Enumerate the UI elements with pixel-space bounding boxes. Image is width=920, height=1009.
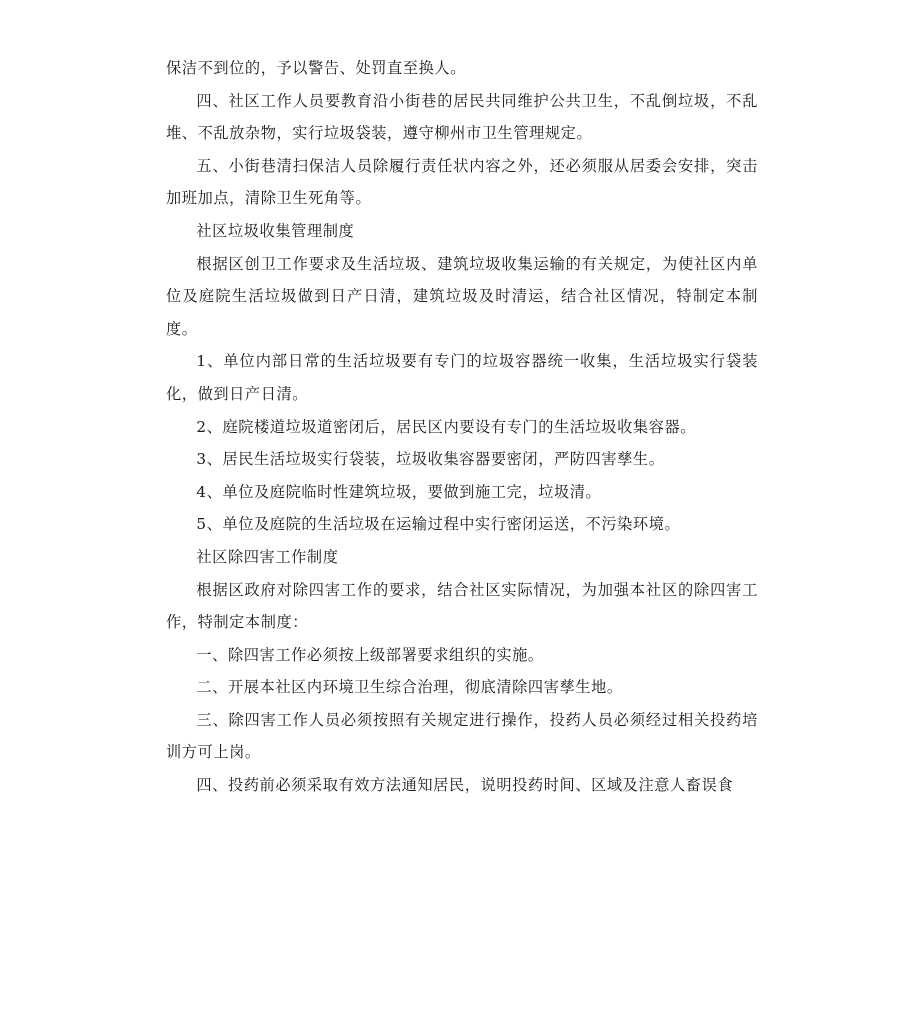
list-item: 一、除四害工作必须按上级部署要求组织的实施。: [196, 645, 544, 664]
paragraph: 根据区政府对除四害工作的要求，结合社区实际情况，为加强本社区的除四害工作，特制定本制度：: [166, 580, 758, 632]
list-item: 3、居民生活垃圾实行袋装，垃圾收集容器要密闭，严防四害孳生。: [196, 450, 665, 469]
paragraph: 四、社区工作人员要教育沿小街巷的居民共同维护公共卫生，不乱倒垃圾，不乱堆、不乱放杂物，实行垃圾袋装，遵守柳州市卫生管理规定。: [166, 91, 758, 143]
list-item: 2、庭院楼道垃圾道密闭后，居民区内要设有专门的生活垃圾收集容器。: [196, 417, 697, 436]
section-heading-pest-control: 社区除四害工作制度: [196, 547, 339, 566]
list-item: 5、单位及庭院的生活垃圾在运输过程中实行密闭运送，不污染环境。: [196, 515, 681, 534]
section-heading-garbage-collection: 社区垃圾收集管理制度: [196, 221, 355, 240]
document-body: [166, 52, 758, 802]
list-item: 1、单位内部日常的生活垃圾要有专门的垃圾容器统一收集，生活垃圾实行袋装化，做到日产日清。: [166, 352, 758, 403]
list-item: 四、投药前必须采取有效方法通知居民，说明投药时间、区域及注意人畜误食: [196, 776, 734, 795]
list-item: 三、除四害工作人员必须按照有关规定进行操作，投药人员必须经过相关投药培训方可上岗。: [166, 710, 758, 762]
paragraph: 保洁不到位的，予以警告、处罚直至换人。: [166, 59, 466, 77]
paragraph: 五、小街巷清扫保洁人员除履行责任状内容之外，还必须服从居委会安排，突击加班加点，清除卫生死角等。: [166, 156, 758, 208]
list-item: 4、单位及庭院临时性建筑垃圾，要做到施工完，垃圾清。: [196, 482, 602, 501]
list-item: 二、开展本社区内环境卫生综合治理，彻底清除四害孳生地。: [196, 678, 623, 697]
paragraph: 根据区创卫工作要求及生活垃圾、建筑垃圾收集运输的有关规定，为使社区内单位及庭院生活垃圾做到日产日清，建筑垃圾及时清运，结合社区情况，特制定本制度。: [166, 254, 758, 338]
